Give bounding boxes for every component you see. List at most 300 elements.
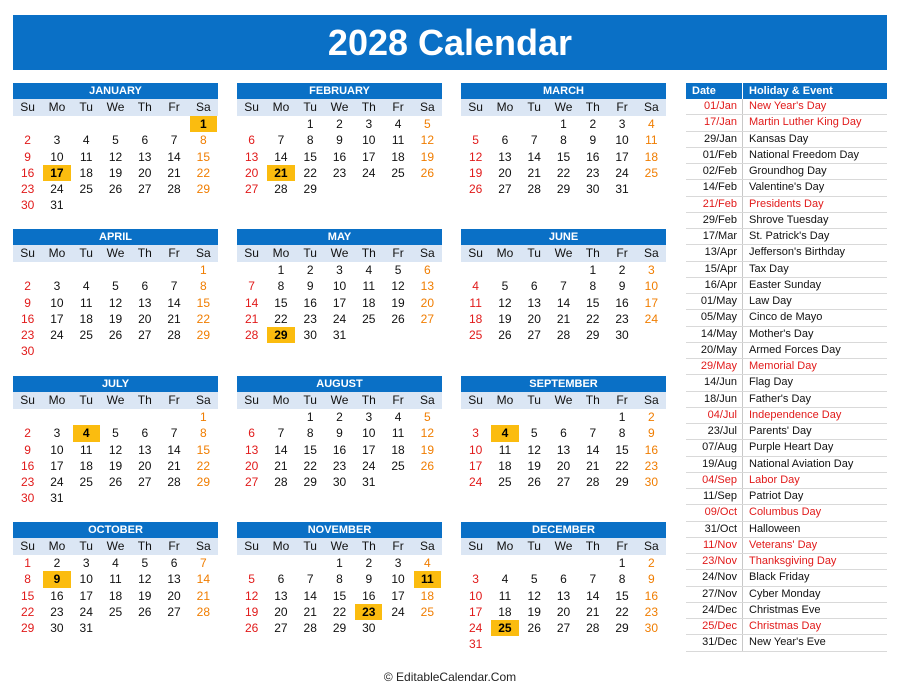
- day-cell: 3: [472, 572, 479, 587]
- day-cell: 23: [303, 311, 317, 326]
- day-cell: 24: [332, 311, 347, 326]
- day-cell: 9: [648, 426, 655, 441]
- weekday-label: Tu: [303, 246, 317, 260]
- day-cell: 26: [108, 475, 123, 490]
- weekday-label: Fr: [168, 246, 180, 260]
- day-cell: 15: [615, 588, 629, 603]
- day-cell: 28: [244, 328, 259, 343]
- day-cell: 10: [50, 295, 64, 310]
- day-cell: 15: [586, 295, 600, 310]
- day-cell: 15: [303, 149, 317, 164]
- holiday-row: [686, 522, 887, 538]
- day-cell: 14: [167, 295, 181, 310]
- weekday-label: Su: [468, 539, 483, 553]
- day-cell: 15: [196, 149, 211, 164]
- empty-cell: [491, 409, 518, 425]
- day-cell: 16: [332, 149, 347, 164]
- day-cell: 4: [472, 279, 479, 294]
- day-cell: 23: [355, 604, 382, 620]
- day-cell: 27: [527, 328, 541, 343]
- empty-cell: [521, 555, 548, 571]
- day-cell: 15: [196, 442, 211, 457]
- holiday-date: 15/Apr: [686, 262, 743, 277]
- empty-cell: [102, 262, 129, 278]
- holiday-row: [686, 473, 887, 489]
- holiday-date: 04/Jul: [686, 408, 743, 423]
- day-cell: 18: [498, 604, 512, 619]
- day-cell: 16: [20, 165, 35, 180]
- holiday-row: [686, 375, 887, 391]
- day-cell: 20: [244, 165, 259, 180]
- day-cell: 5: [501, 279, 509, 294]
- holiday-row: [686, 294, 887, 310]
- weekday-label: Th: [585, 246, 600, 260]
- holiday-date: 29/May: [686, 359, 743, 374]
- day-cell: 6: [501, 133, 509, 148]
- month-january: [13, 83, 218, 214]
- empty-cell: [238, 262, 265, 278]
- day-cell: 19: [108, 311, 123, 326]
- empty-cell: [73, 262, 100, 278]
- day-grid: [237, 116, 442, 197]
- empty-cell: [550, 555, 577, 571]
- holiday-date: 16/Apr: [686, 278, 743, 293]
- weekday-label: Fr: [616, 100, 628, 114]
- holiday-date: 18/Jun: [686, 392, 743, 407]
- day-cell: 29: [196, 475, 211, 490]
- day-cell: 19: [527, 604, 541, 619]
- holiday-date: 01/May: [686, 294, 743, 309]
- holiday-date: 29/Jan: [686, 132, 743, 147]
- day-cell: 30: [332, 475, 347, 490]
- holiday-name: Law Day: [749, 295, 792, 307]
- day-grid: [237, 262, 442, 343]
- day-cell: 4: [112, 556, 119, 570]
- empty-cell: [491, 262, 518, 278]
- holiday-name: Flag Day: [749, 376, 794, 389]
- day-cell: 7: [170, 279, 178, 294]
- holiday-name: St. Patrick's Day: [749, 230, 830, 242]
- day-cell: 9: [24, 149, 31, 164]
- holiday-name: Cyber Monday: [749, 587, 821, 600]
- day-cell: 18: [79, 311, 93, 326]
- day-cell: 17: [615, 149, 629, 164]
- day-cell: 11: [391, 133, 405, 148]
- holiday-list-header: [686, 83, 887, 99]
- weekday-label: Mo: [272, 246, 290, 260]
- day-cell: 3: [53, 426, 61, 441]
- day-cell: 22: [196, 458, 211, 473]
- footer-credit: © EditableCalendar.Com: [383, 670, 517, 684]
- weekday-label: Th: [361, 100, 376, 114]
- day-cell: 10: [332, 279, 347, 294]
- day-cell: 23: [332, 165, 347, 180]
- empty-cell: [131, 262, 158, 278]
- day-cell: 12: [527, 588, 541, 603]
- weekday-label: Sa: [644, 246, 659, 260]
- day-cell: 3: [472, 426, 479, 441]
- weekday-label: Sa: [420, 100, 435, 114]
- empty-cell: [160, 409, 187, 425]
- month-july: [13, 376, 218, 507]
- day-cell: 16: [332, 442, 347, 457]
- day-cell: 11: [362, 279, 376, 294]
- day-cell: 11: [469, 295, 482, 310]
- day-cell: 12: [108, 295, 123, 310]
- holiday-row: [686, 99, 887, 115]
- day-cell: 17: [644, 295, 659, 310]
- day-cell: 26: [108, 328, 123, 343]
- day-cell: 21: [586, 604, 600, 619]
- day-cell: 5: [530, 426, 538, 441]
- day-cell: 7: [589, 572, 597, 587]
- day-cell: 12: [391, 279, 405, 294]
- day-cell: 28: [586, 475, 600, 490]
- day-cell: 7: [560, 279, 567, 294]
- day-cell: 7: [589, 426, 597, 441]
- holiday-name: Christmas Day: [749, 620, 822, 632]
- day-cell: 30: [20, 344, 35, 359]
- day-cell: 13: [527, 295, 541, 310]
- weekday-label: Th: [361, 393, 376, 407]
- day-cell: 12: [420, 133, 435, 148]
- day-cell: 19: [108, 165, 123, 180]
- day-cell: 6: [560, 572, 567, 587]
- day-grid: [13, 116, 218, 214]
- day-cell: 11: [109, 572, 122, 587]
- day-cell: 27: [498, 182, 512, 197]
- day-cell: 21: [274, 458, 288, 473]
- empty-cell: [462, 555, 489, 571]
- day-cell: 14: [586, 442, 600, 457]
- day-cell: 17: [43, 165, 70, 181]
- weekday-header: [461, 245, 666, 262]
- day-cell: 12: [108, 442, 123, 457]
- day-cell: 4: [82, 279, 90, 294]
- day-cell: 13: [498, 149, 512, 164]
- day-cell: 7: [170, 133, 178, 148]
- day-cell: 26: [391, 311, 405, 326]
- weekday-label: Th: [137, 100, 152, 114]
- weekday-label: Mo: [48, 393, 66, 407]
- holiday-name: Parents' Day: [749, 425, 812, 437]
- day-cell: 27: [244, 475, 259, 490]
- holiday-row: [686, 310, 887, 326]
- day-cell: 24: [468, 621, 483, 636]
- weekday-header: [461, 538, 666, 555]
- day-cell: 20: [244, 458, 259, 473]
- day-cell: 9: [365, 572, 373, 587]
- weekday-header: [237, 245, 442, 262]
- day-cell: 14: [167, 442, 181, 457]
- day-cell: 29: [20, 621, 35, 636]
- day-grid: [13, 409, 218, 507]
- holiday-date: 24/Nov: [686, 570, 743, 585]
- weekday-label: Th: [361, 539, 376, 553]
- day-cell: 9: [24, 295, 31, 310]
- month-march: [461, 83, 666, 197]
- weekday-label: Mo: [48, 246, 66, 260]
- day-cell: 21: [167, 165, 181, 180]
- holiday-name: Mother's Day: [749, 327, 814, 340]
- day-cell: 25: [79, 328, 93, 343]
- day-cell: 6: [560, 426, 567, 441]
- month-title: NOVEMBER: [237, 522, 442, 538]
- day-cell: 2: [306, 263, 314, 277]
- weekday-label: Mo: [272, 539, 290, 553]
- day-cell: 31: [362, 475, 376, 490]
- holiday-name-header: Holiday & Event: [749, 85, 833, 97]
- day-cell: 20: [498, 165, 512, 180]
- day-cell: 16: [362, 588, 376, 603]
- month-title: JANUARY: [13, 83, 218, 99]
- holiday-name: Labor Day: [749, 473, 800, 486]
- day-cell: 18: [79, 458, 93, 473]
- holiday-date: 24/Dec: [686, 603, 743, 618]
- day-cell: 23: [644, 458, 659, 473]
- day-cell: 10: [468, 442, 483, 457]
- day-cell: 5: [112, 426, 119, 441]
- day-cell: 8: [336, 572, 343, 587]
- day-cell: 2: [336, 117, 343, 131]
- empty-cell: [160, 262, 187, 278]
- day-cell: 11: [498, 588, 512, 603]
- month-title: SEPTEMBER: [461, 376, 666, 392]
- weekday-label: We: [330, 393, 349, 407]
- day-cell: 6: [530, 279, 538, 294]
- day-cell: 26: [138, 604, 152, 619]
- day-cell: 16: [20, 311, 35, 326]
- day-cell: 24: [644, 311, 659, 326]
- empty-cell: [131, 409, 158, 425]
- day-cell: 5: [424, 117, 431, 131]
- empty-cell: [521, 409, 548, 425]
- holiday-name: Armed Forces Day: [749, 343, 841, 356]
- month-title: DECEMBER: [461, 522, 666, 538]
- day-cell: 25: [108, 604, 123, 619]
- day-cell: 7: [248, 279, 255, 294]
- weekday-label: Tu: [303, 393, 317, 407]
- day-cell: 10: [79, 572, 93, 587]
- day-cell: 8: [24, 572, 31, 587]
- month-november: [237, 522, 442, 636]
- day-cell: 8: [200, 426, 207, 441]
- day-cell: 3: [648, 263, 655, 277]
- weekday-label: Su: [20, 100, 35, 114]
- day-cell: 28: [274, 475, 288, 490]
- weekday-label: We: [554, 393, 573, 407]
- day-cell: 27: [167, 604, 181, 619]
- day-cell: 10: [362, 426, 376, 441]
- day-cell: 22: [586, 311, 600, 326]
- day-cell: 2: [24, 133, 31, 148]
- holiday-row: [686, 603, 887, 619]
- day-cell: 2: [24, 426, 31, 441]
- day-cell: 20: [527, 311, 541, 326]
- day-grid: [461, 409, 666, 490]
- weekday-label: Fr: [616, 246, 628, 260]
- holiday-name: Shrove Tuesday: [749, 213, 829, 226]
- day-cell: 1: [306, 410, 314, 424]
- holiday-date: 11/Sep: [686, 489, 743, 504]
- day-cell: 9: [336, 426, 343, 441]
- day-cell: 13: [138, 442, 152, 457]
- day-cell: 1: [336, 556, 343, 570]
- weekday-label: Tu: [303, 539, 317, 553]
- day-cell: 21: [586, 458, 600, 473]
- day-cell: 5: [112, 279, 119, 294]
- day-cell: 8: [589, 279, 597, 294]
- day-cell: 17: [468, 458, 483, 473]
- weekday-label: Su: [468, 100, 483, 114]
- day-cell: 13: [138, 295, 152, 310]
- day-cell: 22: [615, 604, 629, 619]
- weekday-label: Th: [585, 539, 600, 553]
- weekday-label: We: [106, 539, 125, 553]
- day-cell: 20: [138, 165, 152, 180]
- day-cell: 15: [615, 442, 629, 457]
- day-cell: 6: [141, 279, 149, 294]
- weekday-label: Tu: [303, 100, 317, 114]
- weekday-label: Mo: [496, 393, 514, 407]
- weekday-label: Sa: [196, 100, 211, 114]
- day-cell: 14: [274, 442, 288, 457]
- weekday-label: Tu: [79, 539, 93, 553]
- day-cell: 20: [138, 458, 152, 473]
- day-cell: 31: [332, 328, 347, 343]
- day-cell: 27: [138, 328, 152, 343]
- day-cell: 27: [138, 182, 152, 197]
- day-cell: 9: [618, 279, 626, 294]
- holiday-date: 07/Aug: [686, 440, 743, 455]
- holiday-name: Cinco de Mayo: [749, 311, 823, 324]
- day-cell: 25: [468, 328, 483, 343]
- month-june: [461, 229, 666, 343]
- day-cell: 1: [560, 117, 567, 131]
- day-cell: 13: [138, 149, 152, 164]
- day-grid: [461, 555, 666, 653]
- day-cell: 19: [527, 458, 541, 473]
- day-cell: 25: [391, 458, 405, 473]
- weekday-header: [237, 99, 442, 116]
- holiday-row: [686, 424, 887, 440]
- holiday-name: Jefferson's Birthday: [749, 246, 846, 259]
- day-cell: 11: [645, 133, 658, 148]
- holiday-row: [686, 164, 887, 180]
- month-december: [461, 522, 666, 653]
- empty-cell: [43, 262, 70, 278]
- month-title: AUGUST: [237, 376, 442, 392]
- weekday-label: Mo: [48, 100, 66, 114]
- day-cell: 12: [420, 426, 435, 441]
- day-cell: 8: [200, 133, 207, 148]
- day-cell: 2: [648, 556, 655, 570]
- holiday-date: 21/Feb: [686, 197, 743, 212]
- weekday-label: Sa: [196, 393, 211, 407]
- holiday-row: [686, 440, 887, 456]
- weekday-label: Th: [361, 246, 376, 260]
- day-cell: 9: [24, 442, 31, 457]
- weekday-label: Fr: [168, 539, 180, 553]
- day-cell: 29: [267, 327, 294, 343]
- day-cell: 26: [420, 458, 435, 473]
- day-cell: 26: [527, 475, 541, 490]
- day-cell: 4: [82, 133, 90, 148]
- day-cell: 20: [167, 588, 181, 603]
- month-february: [237, 83, 442, 197]
- day-cell: 19: [138, 588, 152, 603]
- weekday-label: Tu: [79, 393, 93, 407]
- weekday-label: We: [106, 246, 125, 260]
- holiday-row: [686, 619, 887, 635]
- weekday-label: Sa: [420, 539, 435, 553]
- empty-cell: [462, 262, 489, 278]
- weekday-label: Th: [585, 100, 600, 114]
- day-cell: 10: [391, 572, 405, 587]
- day-cell: 4: [365, 263, 373, 277]
- day-cell: 12: [468, 149, 483, 164]
- holiday-row: [686, 115, 887, 131]
- day-cell: 26: [244, 621, 259, 636]
- day-cell: 13: [420, 279, 435, 294]
- day-cell: 6: [141, 133, 149, 148]
- day-cell: 18: [498, 458, 512, 473]
- day-cell: 23: [50, 604, 64, 619]
- day-cell: 11: [391, 426, 405, 441]
- empty-cell: [550, 262, 577, 278]
- day-cell: 25: [362, 311, 376, 326]
- holiday-row: [686, 213, 887, 229]
- day-cell: 21: [244, 311, 259, 326]
- holiday-date: 27/Nov: [686, 587, 743, 602]
- weekday-header: [237, 538, 442, 555]
- day-cell: 25: [491, 620, 518, 636]
- day-cell: 30: [644, 621, 659, 636]
- holiday-row: [686, 489, 887, 505]
- day-cell: 24: [391, 604, 405, 619]
- day-cell: 7: [306, 572, 314, 587]
- month-title: APRIL: [13, 229, 218, 245]
- day-cell: 30: [50, 621, 64, 636]
- day-cell: 24: [468, 475, 483, 490]
- day-cell: 14: [527, 149, 541, 164]
- day-cell: 11: [498, 442, 512, 457]
- day-cell: 8: [306, 426, 314, 441]
- day-cell: 1: [589, 263, 597, 277]
- day-cell: 2: [365, 556, 373, 570]
- day-cell: 6: [248, 133, 255, 148]
- weekday-label: Tu: [527, 246, 541, 260]
- day-cell: 21: [167, 458, 181, 473]
- holiday-name: Groundhog Day: [749, 165, 827, 177]
- day-cell: 17: [79, 588, 93, 603]
- month-title: OCTOBER: [13, 522, 218, 538]
- month-title: MARCH: [461, 83, 666, 99]
- day-cell: 18: [420, 588, 435, 603]
- day-cell: 16: [644, 588, 659, 603]
- day-cell: 25: [391, 165, 405, 180]
- day-cell: 26: [498, 328, 512, 343]
- day-cell: 7: [277, 133, 285, 148]
- day-cell: 22: [556, 165, 571, 180]
- day-cell: 16: [303, 295, 317, 310]
- weekday-label: Sa: [420, 393, 435, 407]
- day-cell: 24: [50, 182, 64, 197]
- day-cell: 26: [468, 182, 483, 197]
- day-cell: 19: [468, 165, 483, 180]
- holiday-name: National Aviation Day: [749, 457, 854, 470]
- day-cell: 9: [306, 279, 314, 294]
